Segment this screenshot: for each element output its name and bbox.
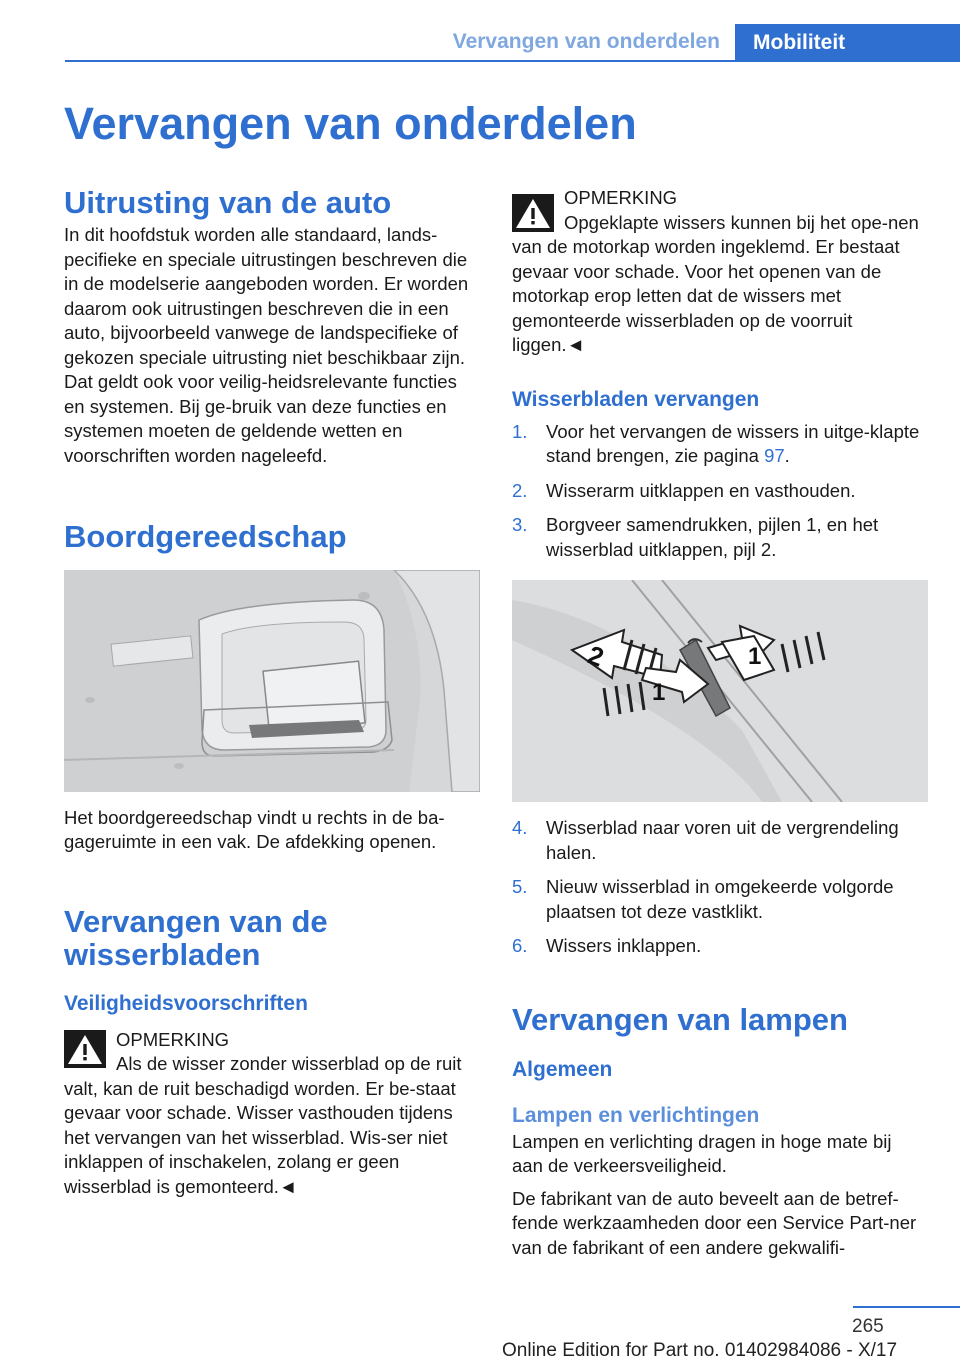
list-item (512, 816, 926, 865)
footer-rule (853, 1306, 960, 1308)
uitrusting-body: In dit hoofdstuk worden alle standaard, lands-pecifieke en speciale uitrustingen beschreven die in de modelserie aangeboden worden. Er worden daarom ook uitrustingen beschreven die in een auto, bijvoorbeeld vanwege de landspecifieke of gekozen speciale uitrusting niet beschikbaar zijn. Dat geldt ook voor veilig-heidsrelevante functies en systemen. Bij ge-bruik van deze functies en systemen moeten de geldende wetten en voorschriften worden nageleefd. (64, 224, 469, 466)
right-column (512, 186, 926, 1260)
boordgereedschap-body: Het boordgereedschap vindt u rechts in de ba-gageruimte in een vak. De afdekking openen. (64, 806, 445, 853)
warning-triangle-icon (64, 1030, 106, 1068)
step-text: Wisserarm uitklappen en vasthouden. (546, 479, 856, 501)
breadcrumb: Vervangen van onderdelen (452, 30, 720, 53)
trunk-compartment-illustration (64, 570, 480, 792)
step-number: 4. (512, 817, 528, 838)
arrow-label-3: 1 (652, 679, 666, 706)
step-text: Wissers inklappen. (546, 935, 702, 956)
section-title-boordgereedschap: Boordgereedschap (64, 519, 347, 555)
section-title-uitrusting: Uitrusting van de auto (64, 185, 392, 220)
warning-label: OPMERKING (116, 1028, 230, 1050)
subsection-lampen-verlichtingen: Lampen en verlichtingen (512, 1103, 760, 1127)
step-number: 2. (512, 479, 528, 501)
footer-edition: Online Edition for Part no. 01402984086 - X/17 (502, 1340, 898, 1361)
step-text: Voor het vervangen de wissers in uitge-klapte stand brengen, zie pagina (546, 420, 920, 466)
list-item (512, 934, 926, 959)
lampen-body-2: De fabrikant van de auto beveelt aan de betref-fende werkzaamheden door een Service Part-ner van de fabrikant of een andere gekwalifi- (512, 1187, 917, 1258)
section-tab-mobiliteit[interactable]: Mobiliteit (735, 24, 960, 62)
arrow-label-2: 2 (583, 639, 608, 673)
warning-triangle-icon (512, 194, 554, 232)
subsection-algemeen: Algemeen (512, 1057, 613, 1081)
list-item (512, 513, 926, 562)
step-text: Borgveer samendrukken, pijlen 1, en het wisserblad uitklappen, pijl 2. (546, 514, 879, 560)
list-item (512, 875, 926, 924)
warning-text-2: Opgeklapte wissers kunnen bij het ope-nen van de motorkap worden ingeklemd. Er bestaat gevaar voor schade. Voor het openen van de motorkap erop letten dat de wissers met gemonteerde wisserbladen op de voorruit liggen.◄ (512, 211, 919, 355)
page-title: Vervangen van onderdelen (64, 98, 637, 149)
step-text: Nieuw wisserblad in omgekeerde volgorde plaatsen tot deze vastklikt. (546, 876, 894, 922)
warning-block-1 (64, 1028, 478, 1200)
step-number: 5. (512, 876, 528, 897)
warning-label: OPMERKING (564, 187, 678, 208)
page-number: 265 (852, 1316, 884, 1337)
step-number: 1. (512, 420, 528, 442)
section-title-wisserbladen: Vervangen van de wisserbladen (64, 903, 328, 973)
left-column (64, 186, 478, 1199)
step-text-end: . (784, 445, 790, 466)
section-title-lampen: Vervangen van lampen (512, 1001, 848, 1037)
subsection-veiligheidsvoorschriften: Veiligheidsvoorschriften (64, 991, 308, 1015)
step-number: 3. (512, 514, 528, 535)
warning-block-2 (512, 186, 926, 358)
subsection-wisserbladen-vervangen: Wisserbladen vervangen (512, 387, 760, 411)
header-rule (65, 60, 960, 62)
step-text: Wisserblad naar voren uit de vergrendeling halen. (546, 817, 899, 863)
wiper-blade-illustration (512, 580, 928, 802)
list-item (512, 420, 926, 469)
steps-list-a (512, 420, 926, 563)
page-header (0, 0, 960, 62)
lampen-body-1: Lampen en verlichting dragen in hoge mate bij aan de verkeersveiligheid. (512, 1130, 892, 1177)
boordgereedschap-image (64, 570, 480, 792)
list-item (512, 479, 926, 504)
page-link[interactable]: 97 (764, 445, 785, 466)
arrow-label-1: 1 (748, 643, 762, 670)
wiper-blade-image (512, 580, 928, 802)
steps-list-b (512, 816, 926, 959)
step-number: 6. (512, 935, 528, 956)
warning-text-1-body: Als de wisser zonder wisserblad op de ruit valt, kan de ruit beschadigd worden. Er be-staat gevaar voor schade. Wisser vasthouden tijdens het vervangen van het wisserblad. Wis-ser niet inklappen of inschakelen, zolang er geen wisserblad is gemonteerd.◄ (64, 1053, 462, 1197)
